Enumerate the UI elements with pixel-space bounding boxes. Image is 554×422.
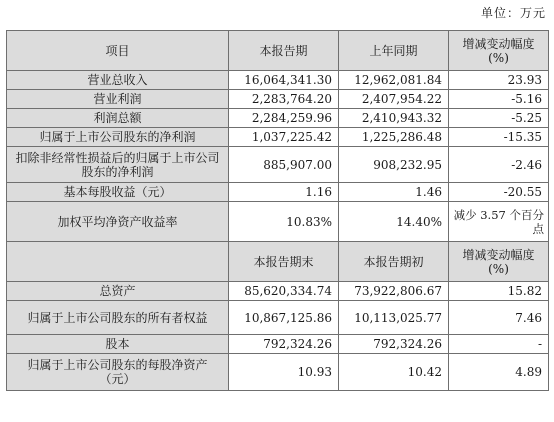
row-label: 营业总收入 [7,71,229,90]
table-subheader-row [7,242,549,282]
row-label: 营业利润 [7,90,229,109]
table-row [7,183,549,202]
row-change: -20.55 [449,183,549,202]
row-current: 10,867,125.86 [229,301,339,335]
subheader-current: 本报告期末 [229,242,339,282]
row-change: 7.46 [449,301,549,335]
header-current: 本报告期 [229,31,339,71]
header-change: 增减变动幅度 (%) [449,31,549,71]
row-prior: 792,324.26 [339,335,449,354]
table-row [7,90,549,109]
row-change: -5.16 [449,90,549,109]
table-header-row [7,31,549,71]
row-change: 4.89 [449,354,549,391]
row-prior: 14.40% [339,202,449,242]
row-prior: 2,407,954.22 [339,90,449,109]
row-change: 23.93 [449,71,549,90]
row-change: -2.46 [449,147,549,183]
row-prior: 1,225,286.48 [339,128,449,147]
row-current: 2,284,259.96 [229,109,339,128]
row-prior: 10.42 [339,354,449,391]
row-change: -5.25 [449,109,549,128]
row-label: 加权平均净资产收益率 [7,202,229,242]
row-prior: 12,962,081.84 [339,71,449,90]
table-row [7,147,549,183]
table-row [7,202,549,242]
row-change-note: 减少 3.57 个百分点 [449,202,549,242]
subheader-blank [7,242,229,282]
subheader-prior: 本报告期初 [339,242,449,282]
row-prior: 10,113,025.77 [339,301,449,335]
row-label: 归属于上市公司股东的净利润 [7,128,229,147]
row-label: 总资产 [7,282,229,301]
row-label: 基本每股收益（元） [7,183,229,202]
row-label: 扣除非经常性损益后的归属于上市公司股东的净利润 [7,147,229,183]
row-label: 归属于上市公司股东的所有者权益 [7,301,229,335]
financial-summary-table [6,30,549,391]
row-current: 10.93 [229,354,339,391]
table-row [7,335,549,354]
row-change: 15.82 [449,282,549,301]
row-label: 利润总额 [7,109,229,128]
row-current: 1.16 [229,183,339,202]
row-change: - [449,335,549,354]
row-label: 归属于上市公司股东的每股净资产（元） [7,354,229,391]
header-item: 项目 [7,31,229,71]
table-row [7,71,549,90]
table-row [7,282,549,301]
table-row [7,354,549,391]
table-row [7,109,549,128]
row-current: 792,324.26 [229,335,339,354]
row-current: 16,064,341.30 [229,71,339,90]
row-label: 股本 [7,335,229,354]
row-current: 85,620,334.74 [229,282,339,301]
row-current: 2,283,764.20 [229,90,339,109]
subheader-change: 增减变动幅度 (%) [449,242,549,282]
row-change: -15.35 [449,128,549,147]
row-prior: 908,232.95 [339,147,449,183]
row-current: 1,037,225.42 [229,128,339,147]
table-row [7,301,549,335]
row-current: 10.83% [229,202,339,242]
unit-label: 单位：万元 [480,6,546,20]
row-prior: 2,410,943.32 [339,109,449,128]
row-current: 885,907.00 [229,147,339,183]
row-prior: 1.46 [339,183,449,202]
header-prior: 上年同期 [339,31,449,71]
row-prior: 73,922,806.67 [339,282,449,301]
table-row [7,128,549,147]
